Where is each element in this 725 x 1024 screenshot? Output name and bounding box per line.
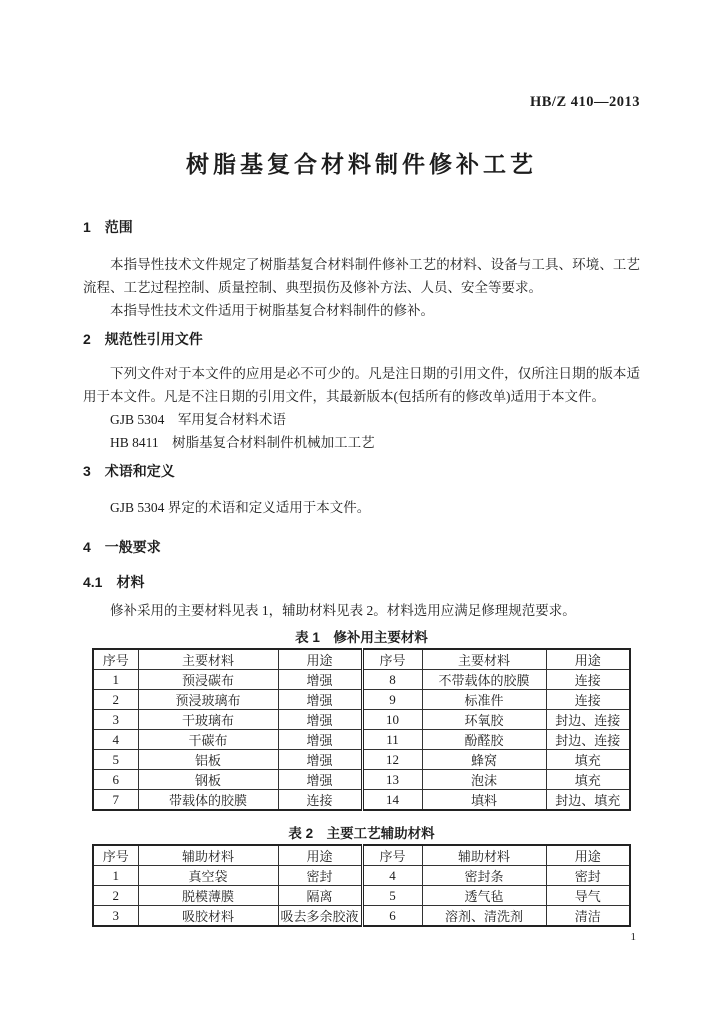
reference-item: GJB 5304 军用复合材料术语 bbox=[110, 412, 286, 427]
table-cell: 3 bbox=[93, 710, 138, 730]
table-cell: 真空袋 bbox=[138, 866, 278, 886]
table-header-row bbox=[93, 649, 630, 670]
table-cell: 吸胶材料 bbox=[138, 906, 278, 927]
table-cell: 封边、连接 bbox=[546, 730, 630, 750]
table-cell: 酚醛胶 bbox=[422, 730, 546, 750]
section-heading-terms: 3 术语和定义 bbox=[83, 463, 175, 479]
table1-caption: 表 1 修补用主要材料 bbox=[295, 630, 428, 645]
table-cell: 连接 bbox=[546, 690, 630, 710]
table-cell: 钢板 bbox=[138, 770, 278, 790]
table2-caption: 表 2 主要工艺辅助材料 bbox=[288, 826, 435, 841]
table-row bbox=[93, 886, 630, 906]
paragraph: 本指导性技术文件规定了树脂基复合材料制件修补工艺的材料、设备与工具、环境、工艺流程、工艺过程控制、质量控制、典型损伤及修补方法、人员、安全等要求。 bbox=[83, 257, 640, 295]
table-cell: 密封 bbox=[546, 866, 630, 886]
table-cell: 8 bbox=[362, 670, 422, 690]
table-cell: 11 bbox=[362, 730, 422, 750]
table-row bbox=[93, 670, 630, 690]
table-cell: 泡沫 bbox=[422, 770, 546, 790]
table-auxiliary-materials bbox=[92, 844, 631, 927]
table-cell: 3 bbox=[93, 906, 138, 927]
table-cell: 干碳布 bbox=[138, 730, 278, 750]
table-header-cell: 用途 bbox=[278, 845, 362, 866]
section-references-body bbox=[83, 362, 640, 454]
paragraph: GJB 5304 界定的术语和定义适用于本文件。 bbox=[110, 500, 371, 515]
table-cell: 增强 bbox=[278, 750, 362, 770]
table-row bbox=[93, 710, 630, 730]
table-cell: 密封条 bbox=[422, 866, 546, 886]
table-row bbox=[93, 866, 630, 886]
table-cell: 标准件 bbox=[422, 690, 546, 710]
table-header-cell: 主要材料 bbox=[422, 649, 546, 670]
section-terms-body bbox=[83, 496, 640, 519]
table-cell: 密封 bbox=[278, 866, 362, 886]
table-cell: 12 bbox=[362, 750, 422, 770]
table-row bbox=[93, 906, 630, 927]
table-cell: 填充 bbox=[546, 750, 630, 770]
table-cell: 增强 bbox=[278, 670, 362, 690]
table-cell: 增强 bbox=[278, 710, 362, 730]
section-heading-materials: 4.1 材料 bbox=[83, 574, 145, 590]
table-cell: 1 bbox=[93, 866, 138, 886]
table-cell: 9 bbox=[362, 690, 422, 710]
table-header-row bbox=[93, 845, 630, 866]
paragraph: 本指导性技术文件适用于树脂基复合材料制件的修补。 bbox=[110, 303, 434, 318]
table-cell: 5 bbox=[362, 886, 422, 906]
table-row bbox=[93, 690, 630, 710]
table-row bbox=[93, 770, 630, 790]
table-cell: 填充 bbox=[546, 770, 630, 790]
table-cell: 预浸碳布 bbox=[138, 670, 278, 690]
table-cell: 7 bbox=[93, 790, 138, 811]
table-cell: 14 bbox=[362, 790, 422, 811]
table-header-cell: 主要材料 bbox=[138, 649, 278, 670]
table-header-cell: 辅助材料 bbox=[422, 845, 546, 866]
table-cell: 封边、填充 bbox=[546, 790, 630, 811]
table-header-cell: 序号 bbox=[93, 845, 138, 866]
page-number: 1 bbox=[630, 931, 636, 943]
section-heading-scope: 1 范围 bbox=[83, 219, 133, 235]
table-cell: 蜂窝 bbox=[422, 750, 546, 770]
table-cell: 预浸玻璃布 bbox=[138, 690, 278, 710]
table-header-cell: 用途 bbox=[278, 649, 362, 670]
table-header-cell: 序号 bbox=[362, 845, 422, 866]
table-header-cell: 序号 bbox=[362, 649, 422, 670]
table-cell: 6 bbox=[362, 906, 422, 927]
doc-number: HB/Z 410—2013 bbox=[529, 94, 640, 110]
table-cell: 封边、连接 bbox=[546, 710, 630, 730]
table-cell: 连接 bbox=[278, 790, 362, 811]
table-header-cell: 序号 bbox=[93, 649, 138, 670]
section-heading-normative-references: 2 规范性引用文件 bbox=[83, 331, 203, 347]
table-cell: 6 bbox=[93, 770, 138, 790]
table-cell: 透气毡 bbox=[422, 886, 546, 906]
table-cell: 增强 bbox=[278, 690, 362, 710]
paragraph: 下列文件对于本文件的应用是必不可少的。凡是注日期的引用文件，仅所注日期的版本适用于本文件。凡是不注日期的引用文件，其最新版本(包括所有的修改单)适用于本文件。 bbox=[83, 366, 640, 404]
page-title: 树脂基复合材料制件修补工艺 bbox=[186, 151, 537, 177]
table-row bbox=[93, 790, 630, 811]
table-cell: 隔离 bbox=[278, 886, 362, 906]
table-cell: 不带载体的胶膜 bbox=[422, 670, 546, 690]
paragraph: 修补采用的主要材料见表 1，辅助材料见表 2。材料选用应满足修理规范要求。 bbox=[110, 603, 576, 618]
table-cell: 1 bbox=[93, 670, 138, 690]
section-scope-body bbox=[83, 253, 640, 322]
table-row bbox=[93, 750, 630, 770]
table-cell: 溶剂、清洗剂 bbox=[422, 906, 546, 927]
table-cell: 10 bbox=[362, 710, 422, 730]
section-materials-body bbox=[83, 599, 640, 622]
table-cell: 2 bbox=[93, 886, 138, 906]
table-cell: 4 bbox=[362, 866, 422, 886]
table-cell: 填料 bbox=[422, 790, 546, 811]
table-cell: 增强 bbox=[278, 770, 362, 790]
table-cell: 脱模薄膜 bbox=[138, 886, 278, 906]
table-cell: 2 bbox=[93, 690, 138, 710]
table-cell: 连接 bbox=[546, 670, 630, 690]
table-header-cell: 辅助材料 bbox=[138, 845, 278, 866]
table-cell: 铝板 bbox=[138, 750, 278, 770]
reference-item: HB 8411 树脂基复合材料制件机械加工工艺 bbox=[110, 435, 375, 450]
table-cell: 带载体的胶膜 bbox=[138, 790, 278, 811]
table-cell: 清洁 bbox=[546, 906, 630, 927]
table-cell: 吸去多余胶液 bbox=[278, 906, 362, 927]
table-cell: 环氧胶 bbox=[422, 710, 546, 730]
table-cell: 4 bbox=[93, 730, 138, 750]
table-cell: 增强 bbox=[278, 730, 362, 750]
table-cell: 导气 bbox=[546, 886, 630, 906]
table-cell: 干玻璃布 bbox=[138, 710, 278, 730]
table-main-materials bbox=[92, 648, 631, 811]
table-row bbox=[93, 730, 630, 750]
table-cell: 13 bbox=[362, 770, 422, 790]
table-cell: 5 bbox=[93, 750, 138, 770]
table-header-cell: 用途 bbox=[546, 649, 630, 670]
table-header-cell: 用途 bbox=[546, 845, 630, 866]
section-heading-general-requirements: 4 一般要求 bbox=[83, 539, 161, 555]
